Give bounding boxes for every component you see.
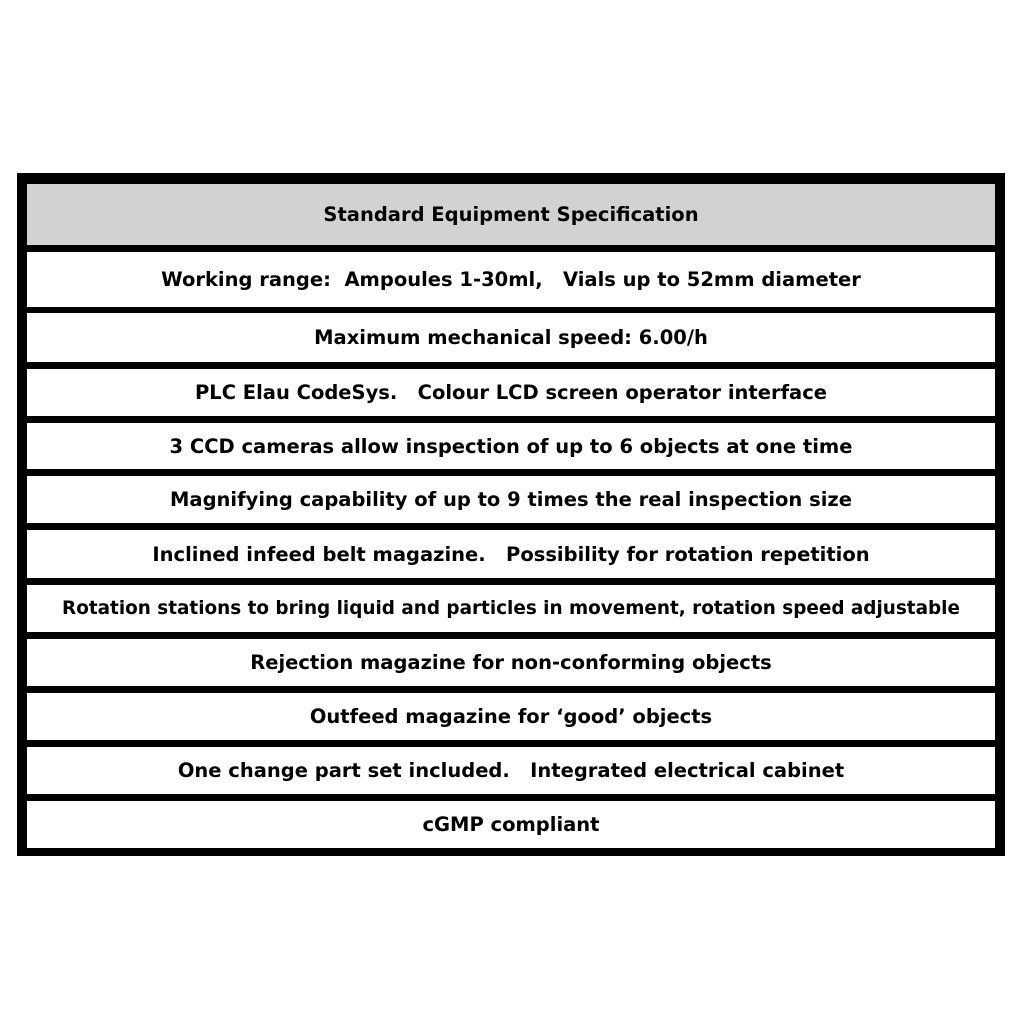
row-text-cgmp: cGMP compliant [422, 813, 600, 836]
table-header-text: Standard Equipment Specification [323, 203, 699, 226]
table-row [27, 801, 995, 848]
row-text-max-speed: Maximum mechanical speed: 6.00/h [314, 326, 708, 349]
row-text-rejection: Rejection magazine for non-conforming objects [250, 651, 772, 674]
specification-table [17, 173, 1005, 856]
row-text-working-range: Working range: Ampoules 1-30ml, Vials up to 52mm diameter [161, 268, 861, 291]
row-text-cameras: 3 CCD cameras allow inspection of up to 6 objects at one time [169, 434, 853, 458]
row-text-magnifying: Magnifying capability of up to 9 times the real inspection size [170, 488, 852, 511]
row-text-change-part: One change part set included. Integrated electrical cabinet [177, 759, 845, 782]
table-row [27, 476, 995, 523]
table-row [27, 423, 995, 469]
table-row [27, 369, 995, 416]
table-row [27, 639, 995, 686]
table-row [27, 530, 995, 578]
table-row [27, 585, 995, 632]
row-text-infeed: Inclined infeed belt magazine. Possibility for rotation repetition [152, 542, 870, 566]
table-header [27, 184, 995, 245]
row-text-plc: PLC Elau CodeSys. Colour LCD screen operator interface [194, 381, 827, 404]
table-row [27, 313, 995, 362]
row-text-outfeed: Outfeed magazine for ‘good’ objects [309, 705, 713, 728]
table-row [27, 693, 995, 740]
row-text-rotation: Rotation stations to bring liquid and particles in movement, rotation speed adjustable [62, 598, 960, 619]
table-row [27, 747, 995, 794]
table-row [27, 252, 995, 307]
